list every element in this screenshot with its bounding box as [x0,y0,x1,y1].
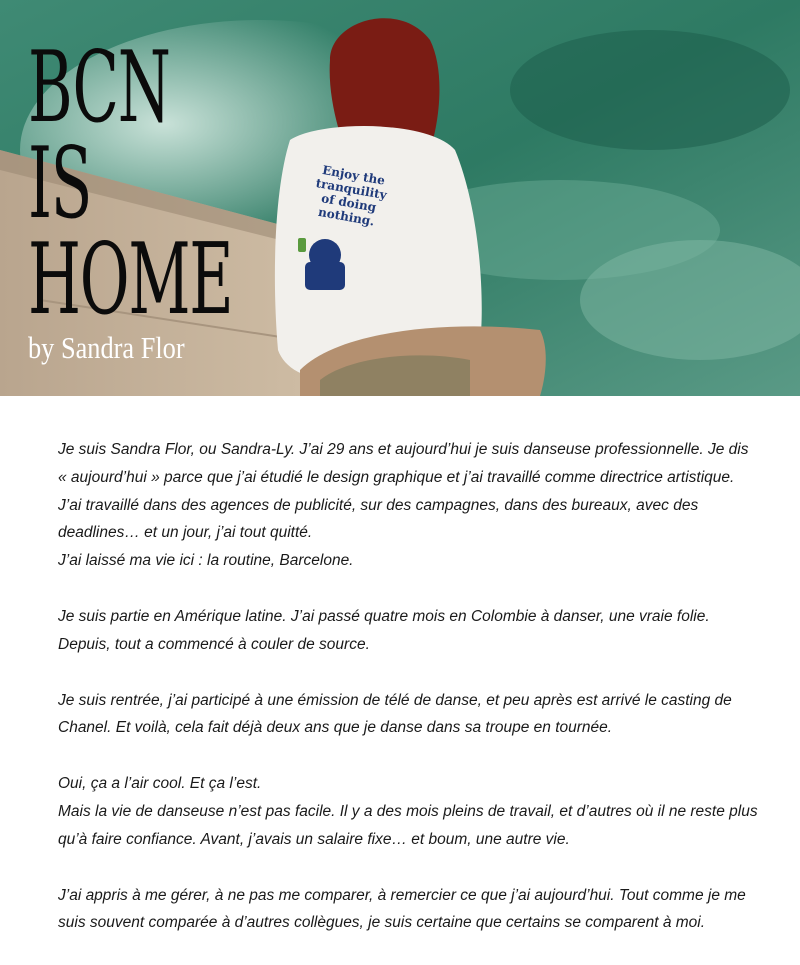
article-paragraph [58,603,758,659]
hero-title-line: HOME [28,223,233,337]
shirt-print-text: Enjoy the tranquility of doing nothing. [314,162,388,229]
paragraph-line: J’ai appris à me gérer, à ne pas me comparer, à remercier ce que j’ai aujourd’hui. Tout comme je me suis souvent comparée à d’autres collègues, je suis certaine que certains se comparent à moi. [58,886,746,932]
hero-banner [0,0,800,396]
article-paragraph [58,687,758,743]
paragraph-line: Oui, ça a l’air cool. Et ça l’est. [58,775,262,793]
hero-title [28,31,358,337]
article-paragraph [58,882,758,938]
paragraph-line: J’ai laissé ma vie ici : la routine, Barcelone. [58,552,354,570]
hero-title-line: IS [28,127,92,241]
paragraph-line: Je suis rentrée, j’ai participé à une émission de télé de danse, et peu après est arrivé le casting de Chanel. Et voilà, cela fait déjà deux ans que je danse dans sa troupe en tournée. [58,691,732,737]
hero-byline: by Sandra Flor [28,330,185,365]
paragraph-line: Je suis partie en Amérique latine. J’ai passé quatre mois en Colombie à danser, une vraie folie. Depuis, tout a commencé à couler de source. [58,607,710,653]
article-paragraph [58,436,758,575]
article-paragraph [58,770,758,853]
article-body [58,436,758,965]
hero-title-line: BCN [28,31,170,145]
paragraph-line: Je suis Sandra Flor, ou Sandra-Ly. J’ai 29 ans et aujourd’hui je suis danseuse professionnelle. Je dis « aujourd’hui » parce que j’ai étudié le design graphique et j’ai travaillé comme directrice artistique. J’ai travaillé dans des agences de publicité, sur des campagnes, dans des bureaux, avec des deadlines… et un jour, j’ai tout quitté. [58,441,749,542]
paragraph-line: Mais la vie de danseuse n’est pas facile. Il y a des mois pleins de travail, et d’autres où il ne reste plus qu’à faire confiance. Avant, j’avais un salaire fixe… et boum, une autre vie. [58,802,758,848]
